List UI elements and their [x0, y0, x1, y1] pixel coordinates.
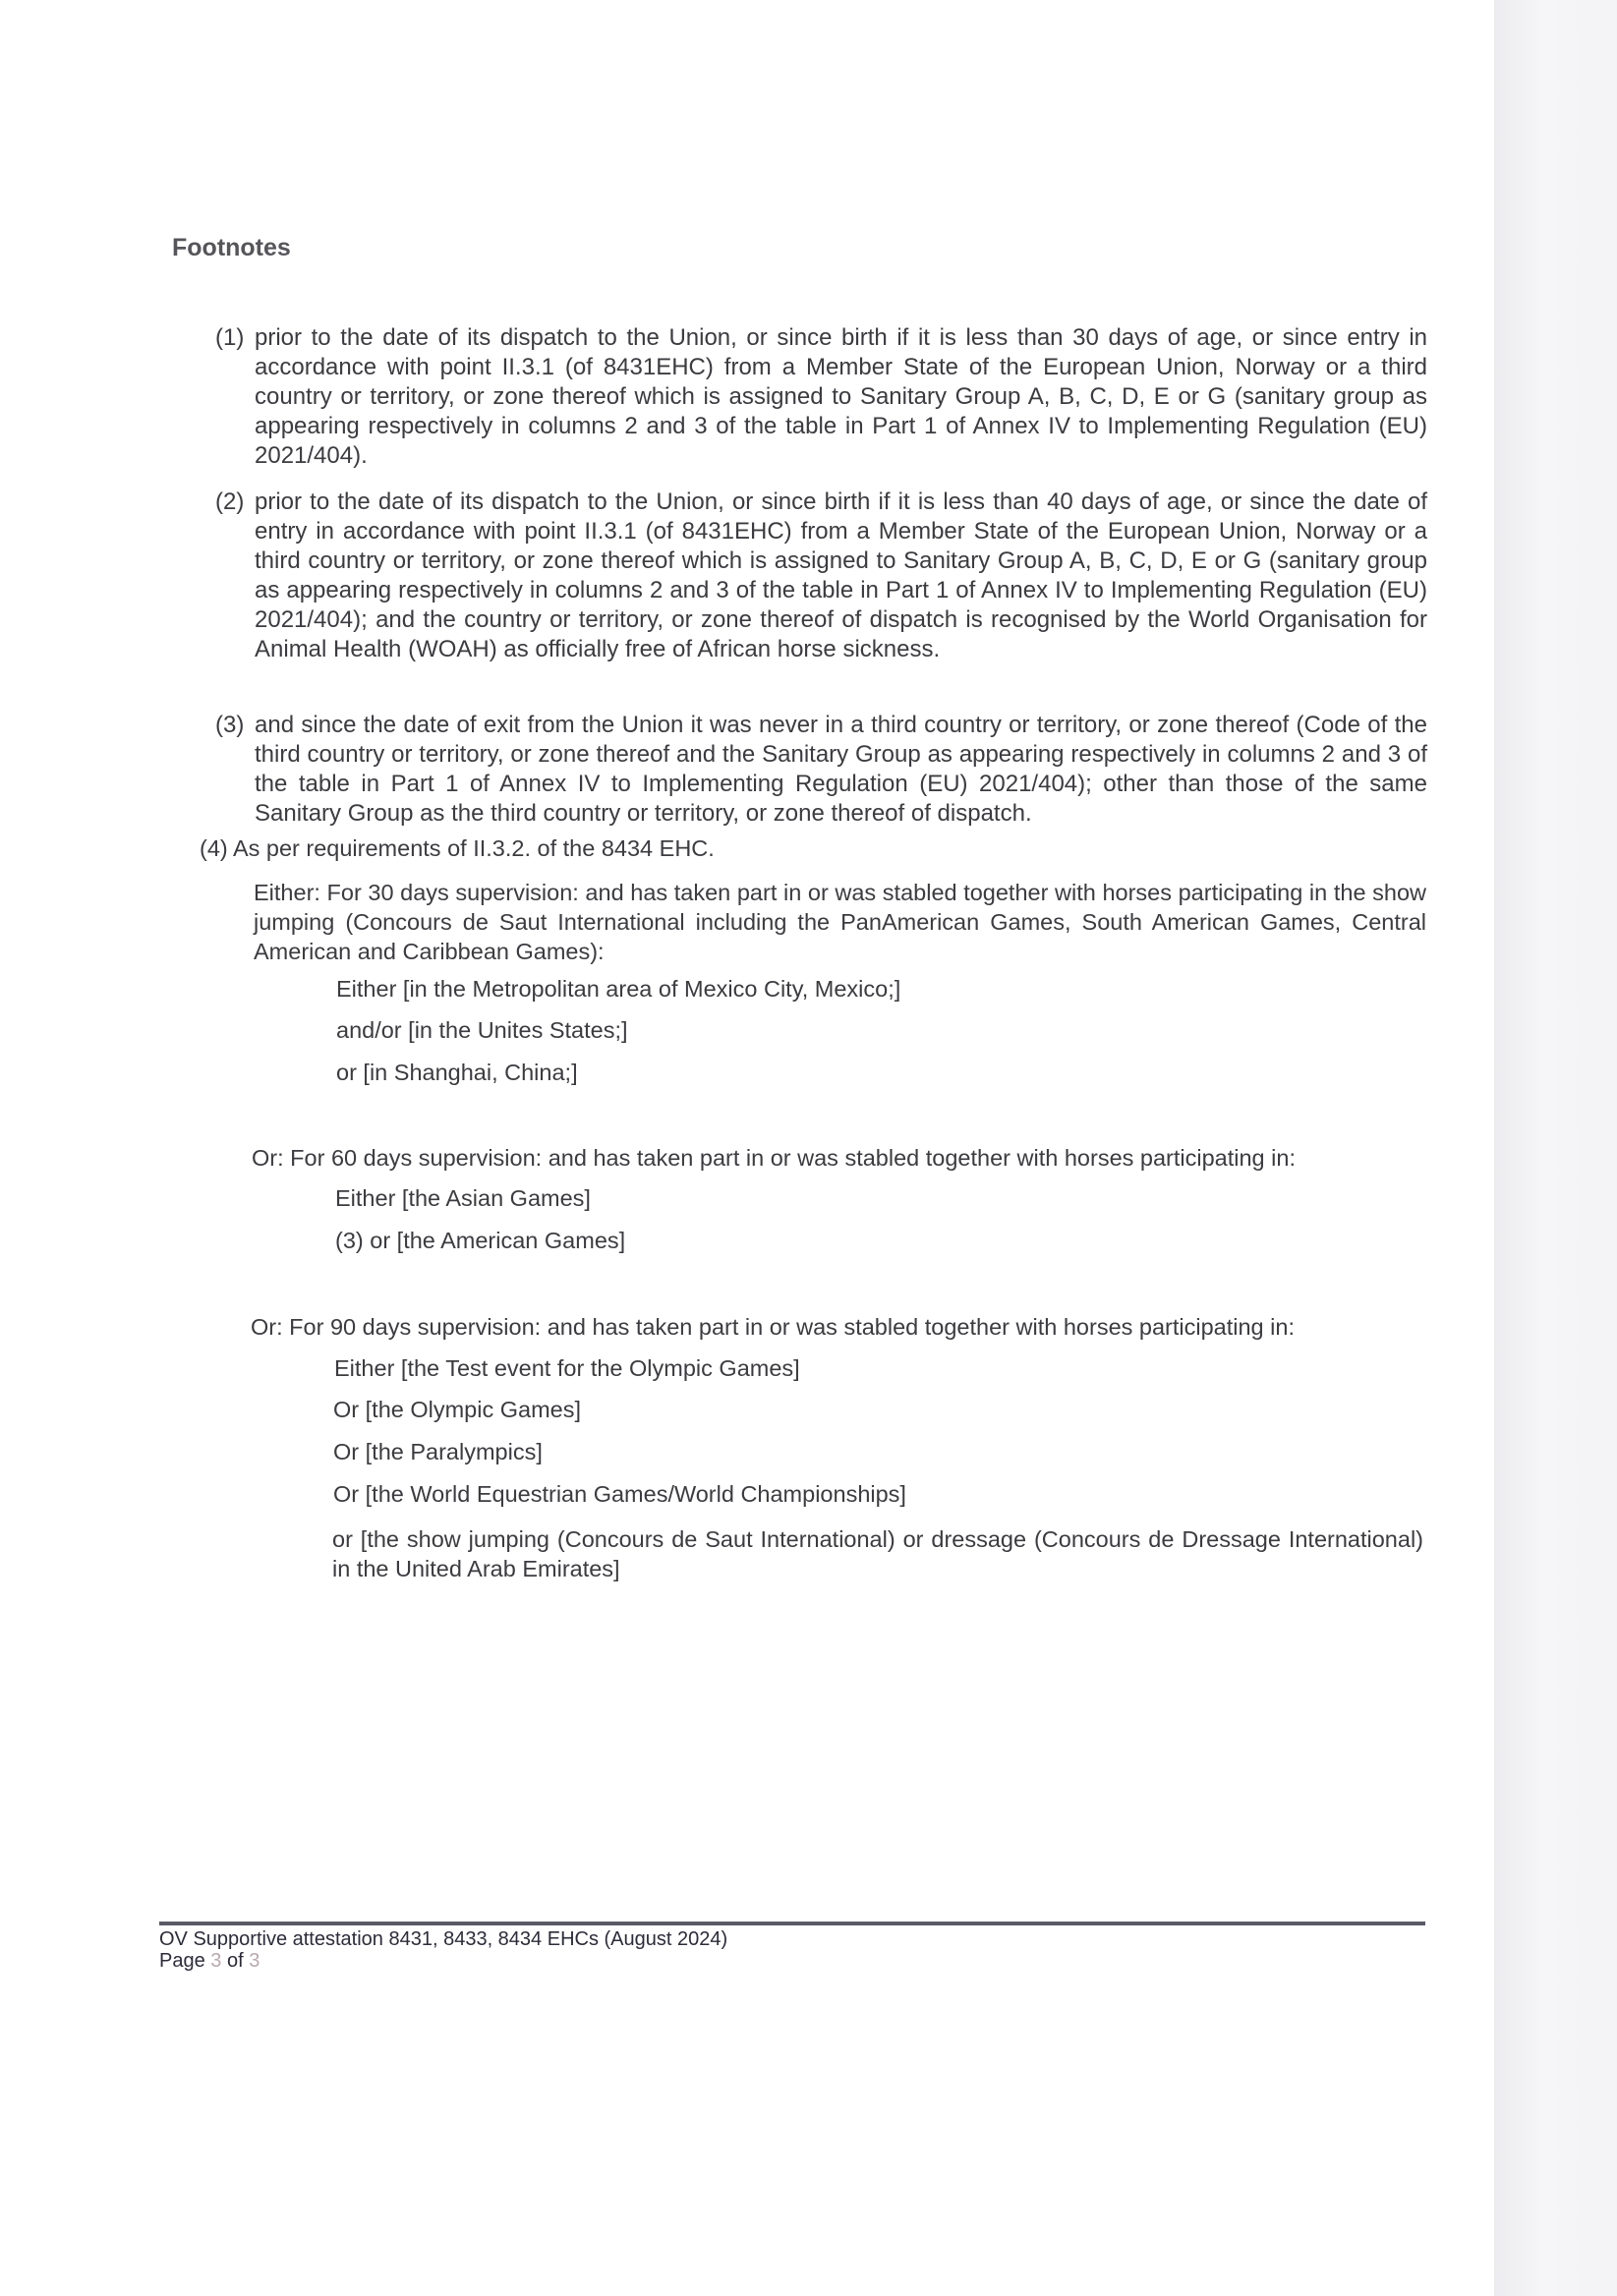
option-90-item: Or [the Paralympics] [333, 1439, 543, 1464]
option-60-item: (3) or [the American Games] [335, 1228, 626, 1253]
footnote-2 [215, 488, 1427, 664]
option-90-item: Either [the Test event for the Olympic Games] [334, 1355, 800, 1381]
page-current: 3 [210, 1950, 222, 1972]
option-30-item: and/or [in the Unites States;] [336, 1017, 628, 1043]
footer-divider [159, 1922, 1425, 1925]
option-90-item: Or [the World Equestrian Games/World Championships] [333, 1481, 906, 1507]
footer-document-title: OV Supportive attestation 8431, 8433, 8434 EHCs (August 2024) [159, 1928, 728, 1950]
option-30-item: or [in Shanghai, China;] [336, 1060, 578, 1085]
page-total: 3 [249, 1950, 260, 1972]
scan-margin [1494, 0, 1617, 2296]
page-prefix: Page [159, 1950, 211, 1972]
option-90-item: or [the show jumping (Concours de Saut International) or dressage (Concours de Dressage International) in the United Arab Emirates] [332, 1526, 1423, 1581]
option-30-item: Either [in the Metropolitan area of Mexico City, Mexico;] [336, 976, 901, 1002]
footnote-number: (2) [215, 488, 245, 515]
footnote-number: (1) [215, 324, 245, 351]
option-90-item: Or [the Olympic Games] [333, 1397, 582, 1422]
footnote-4-title: (4) As per requirements of II.3.2. of the 8434 EHC. [200, 835, 715, 861]
footnote-3 [215, 711, 1427, 829]
page-of: of [221, 1950, 250, 1972]
footnote-number: (3) [215, 712, 245, 738]
footnote-text: prior to the date of its dispatch to the Union, or since birth if it is less than 40 days of age, or since the date of entry in accordance with point II.3.1 (of 8431EHC) from a Member State of the European Union, Norway or a third country or territory, or zone thereof which is assigned to Sanitary Group A, B, C, D, E or G (sanitary group as appearing respectively in columns 2 and 3 of the table in Part 1 of Annex IV to Implementing Regulation (EU) 2021/404); and the country or territory, or zone thereof of dispatch is recognised by the World Organisation for Animal Health (WOAH) as officially free of African horse sickness. [255, 488, 1427, 662]
footnotes-heading: Footnotes [172, 234, 291, 261]
option-30-days-intro: Either: For 30 days supervision: and has taken part in or was stabled together with horses participating in the show jumping (Concours de Saut International including the PanAmerican Games, South American Games, Central American and Caribbean Games): [254, 880, 1426, 964]
option-60-days-intro: Or: For 60 days supervision: and has taken part in or was stabled together with horses participating in: [252, 1145, 1296, 1171]
footnote-1 [215, 323, 1427, 471]
option-90-days-intro: Or: For 90 days supervision: and has taken part in or was stabled together with horses participating in: [251, 1314, 1295, 1340]
footnote-text: prior to the date of its dispatch to the Union, or since birth if it is less than 30 days of age, or since entry in accordance with point II.3.1 (of 8431EHC) from a Member State of the European Union, Norway or a third country or territory, or zone thereof which is assigned to Sanitary Group A, B, C, D, E or G (sanitary group as appearing respectively in columns 2 and 3 of the table in Part 1 of Annex IV to Implementing Regulation (EU) 2021/404). [255, 324, 1427, 469]
footer-page-number [159, 1949, 260, 1973]
option-60-item: Either [the Asian Games] [335, 1185, 591, 1211]
footnote-text: and since the date of exit from the Union it was never in a third country or territory, or zone thereof (Code of the third country or territory, or zone thereof and the Sanitary Group as appearing respectively in columns 2 and 3 of the table in Part 1 of Annex IV to Implementing Regulation (EU) 2021/404); other than those of the same Sanitary Group as the third country or territory, or zone thereof of dispatch. [255, 712, 1427, 827]
